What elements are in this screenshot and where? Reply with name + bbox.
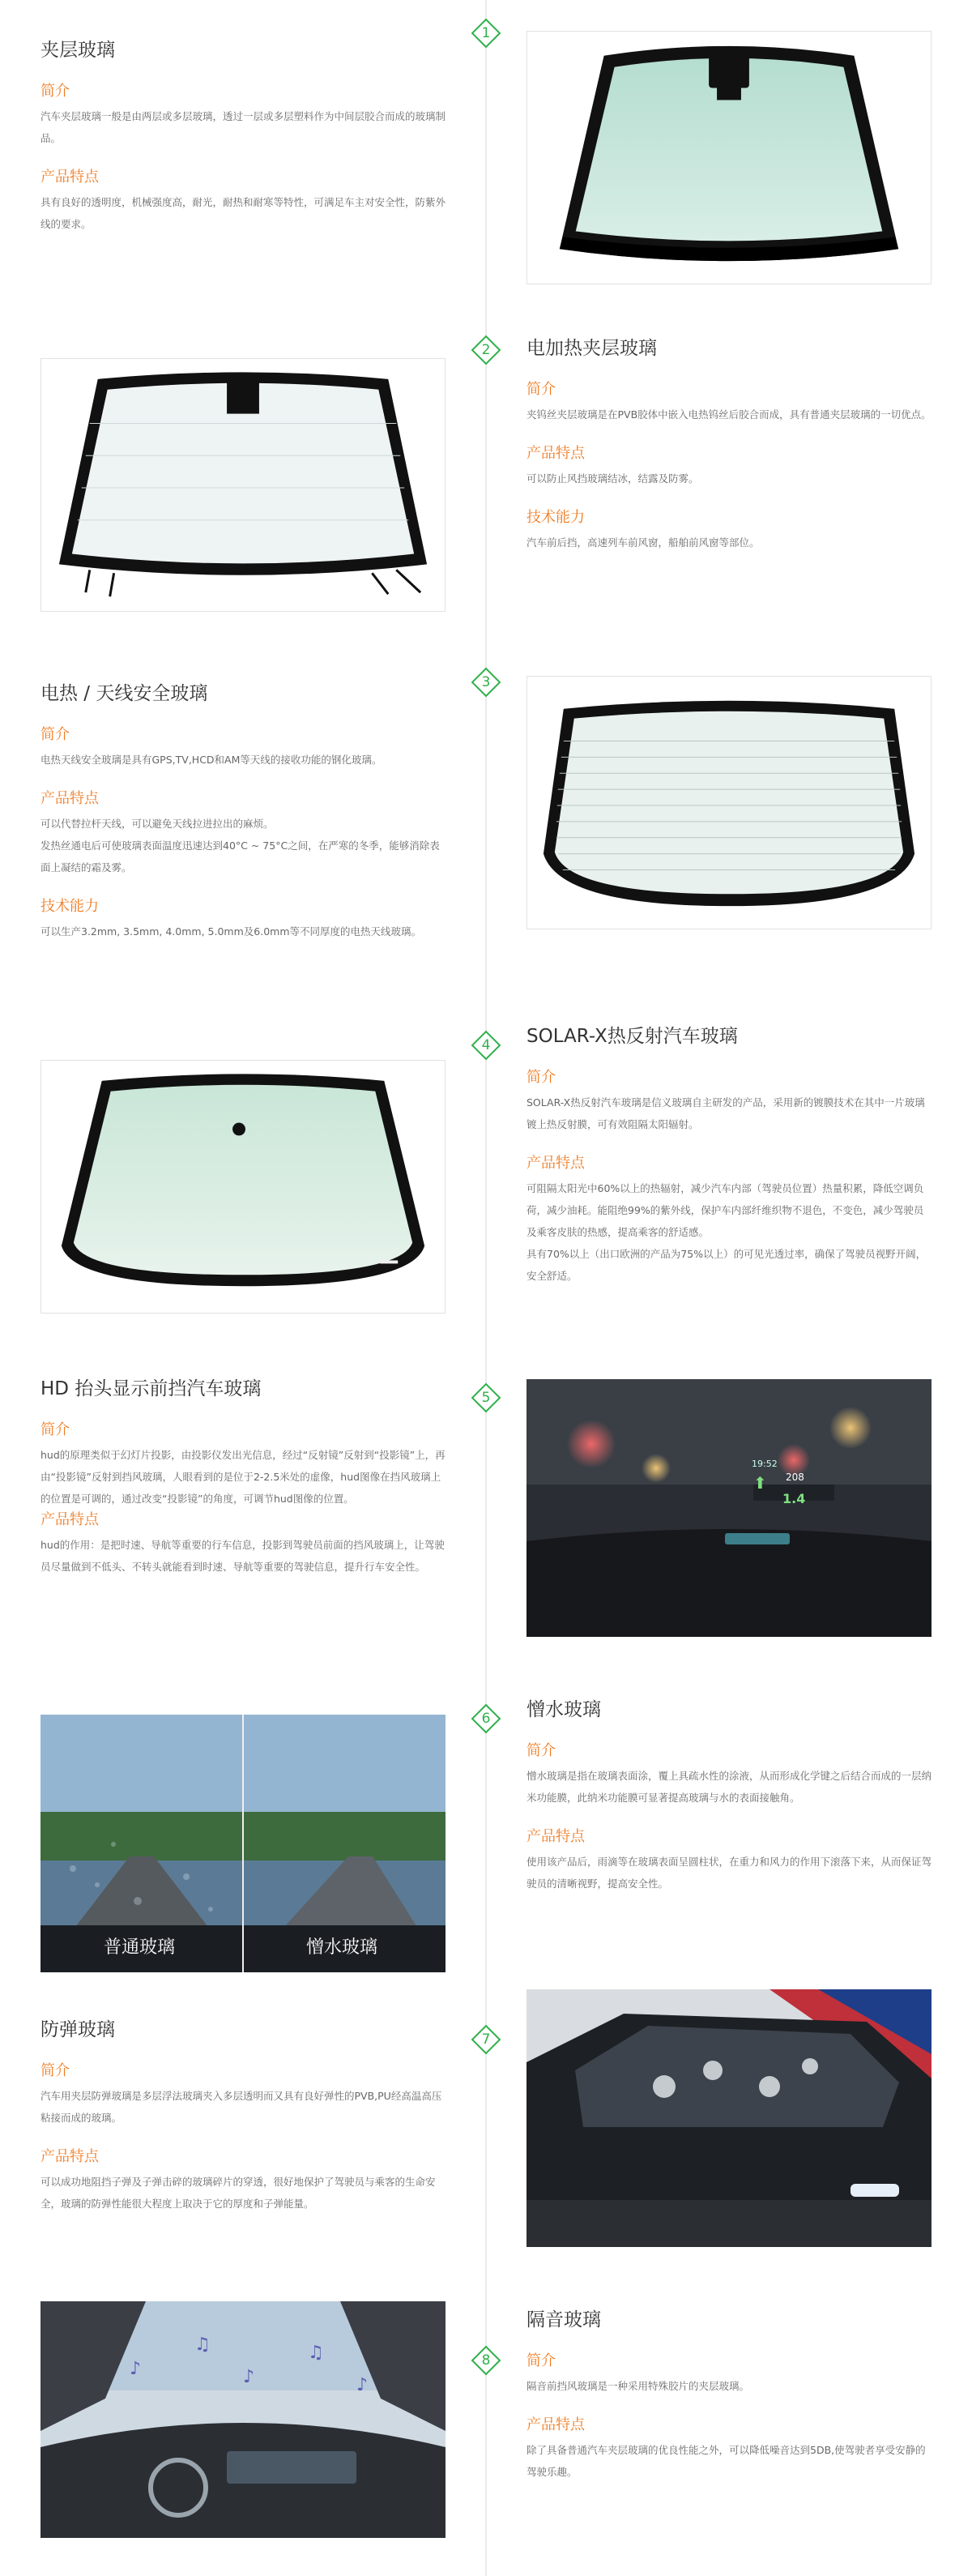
- step-badge-1: 1: [470, 17, 502, 49]
- section-label: 简介: [40, 83, 70, 100]
- item-4-text: [526, 1023, 932, 1305]
- section-text: hud的原理类似于幻灯片投影，由投影仪发出光信息，经过“反射镜”反射到“投影镜”上，再由“投影镜”反射到挡风玻璃，人眼看到的是位于2-2.5米处的虚像，hud图像在挡风玻璃上的位置是可调的，通过改变“投影镜”的角度，可调节hud图像的位置。: [40, 1449, 446, 1505]
- item-8-text: [526, 2307, 932, 2501]
- section-text: 具有良好的透明度，机械强度高，耐光，耐热和耐寒等特性，可满足车主对安全性，防紫外线的要求。: [40, 196, 446, 230]
- section-text: 发热丝通电后可使玻璃表面温度迅速达到40°C ~ 75°C之间，在严寒的冬季，能够消除表面上凝结的霜及雾。: [40, 839, 440, 874]
- section-label: 产品特点: [40, 790, 99, 807]
- step-badge-4: 4: [470, 1029, 502, 1062]
- step-badge-5: 5: [470, 1382, 502, 1414]
- section-text: 汽车前后挡，高速列车前风窗，船舶前风窗等部位。: [526, 536, 760, 549]
- section-text: 可阻隔太阳光中60%以上的热辐射，减少汽车内部（驾驶员位置）热量积累，降低空调负荷，减少油耗。能阻绝99%的紫外线，保护车内部纤维织物不退色，不变色，减少驾驶员及乘客皮肤的热感，提高乘客的舒适感。: [526, 1182, 924, 1238]
- hud-distance: 1.4: [782, 1491, 806, 1506]
- section-label: 简介: [526, 381, 556, 398]
- section-label: 产品特点: [526, 1828, 585, 1845]
- section-text: SOLAR-X热反射汽车玻璃是信义玻璃自主研发的产品，采用新的镀膜技术在其中一片玻璃镀上热反射膜，可有效阻隔太阳辐射。: [526, 1096, 925, 1130]
- svg-text:♪: ♪: [356, 2375, 369, 2395]
- hud-windshield-photo: [526, 1379, 932, 1637]
- section-text: 可以成功地阻挡子弹及子弹击碎的玻璃碎片的穿透，很好地保护了驾驶员与乘客的生命安全，玻璃的防弹性能很大程度上取决于它的厚度和子弹能量。: [40, 2176, 436, 2210]
- section-text: 可以生产3.2mm, 3.5mm, 4.0mm, 5.0mm及6.0mm等不同厚度的电热天线玻璃。: [40, 925, 422, 938]
- section-label: 简介: [40, 2062, 70, 2079]
- item-title: 防弹玻璃: [40, 2019, 115, 2040]
- item-title: SOLAR-X热反射汽车玻璃: [526, 1026, 738, 1047]
- hud-arrow-icon: ⬆: [753, 1473, 767, 1493]
- svg-text:♪: ♪: [243, 2367, 255, 2387]
- heated-laminated-glass-image: [40, 358, 446, 612]
- section-text: 电热天线安全玻璃是具有GPS,TV,HCD和AM等天线的接收功能的钢化玻璃。: [40, 754, 382, 766]
- item-6-text: [526, 1697, 932, 1912]
- step-badge-6: 6: [470, 1702, 502, 1735]
- section-label: 产品特点: [526, 1155, 585, 1172]
- step-badge-3: 3: [470, 666, 502, 698]
- section-text: 具有70%以上（出口欧洲的产品为75%以上）的可见光透过率，确保了驾驶员视野开阔，安全舒适。: [526, 1248, 927, 1282]
- item-title: 隔音玻璃: [526, 2309, 601, 2330]
- hud-time: 19:52: [752, 1459, 778, 1469]
- step-badge-8: 8: [470, 2344, 502, 2377]
- section-text: 汽车用夹层防弹玻璃是多层浮法玻璃夹入多层透明而又具有良好弹性的PVB,PU经高温高压粘接而成的玻璃。: [40, 2090, 442, 2124]
- item-title: 夹层玻璃: [40, 40, 115, 61]
- svg-text:♫: ♫: [308, 2343, 324, 2363]
- section-text: 汽车夹层玻璃一般是由两层或多层玻璃，透过一层或多层塑料作为中间层胶合而成的玻璃制品。: [40, 110, 446, 144]
- section-label: 产品特点: [526, 445, 585, 462]
- section-text: 可以代替拉杆天线，可以避免天线拉进拉出的麻烦。: [40, 818, 274, 830]
- section-label: 产品特点: [40, 1511, 99, 1528]
- section-text: 除了具备普通汽车夹层玻璃的优良性能之外，可以降低噪音达到5DB,使驾驶者享受安静的驾驶乐趣。: [526, 2444, 926, 2478]
- item-3-text: [40, 681, 446, 960]
- solar-x-glass-image: [40, 1060, 446, 1314]
- item-5-text: [40, 1376, 446, 1596]
- section-text: 可以防止风挡玻璃结冰，结露及防雾。: [526, 472, 699, 485]
- section-label: 简介: [40, 1421, 70, 1438]
- heated-antenna-glass-image: [526, 676, 932, 929]
- section-text: 隔音前挡风玻璃是一种采用特殊胶片的夹层玻璃。: [526, 2380, 750, 2392]
- section-label: 简介: [40, 726, 70, 743]
- hud-speed: 208: [786, 1472, 804, 1483]
- section-label: 技术能力: [526, 509, 585, 526]
- item-2-text: [526, 335, 932, 571]
- photo-caption-hydrophobic: 憎水玻璃: [306, 1937, 378, 1958]
- section-text: 夹钨丝夹层玻璃是在PVB胶体中嵌入电热钨丝后胶合而成，具有普通夹层玻璃的一切优点。: [526, 408, 932, 421]
- item-title: 憎水玻璃: [526, 1699, 601, 1720]
- step-badge-2: 2: [470, 334, 502, 366]
- section-text: 憎水玻璃是指在玻璃表面涂，覆上具疏水性的涂液，从而形成化学键之后结合而成的一层纳米功能膜，此纳米功能膜可显著提高玻璃与水的表面接触角。: [526, 1770, 932, 1804]
- item-title: 电热 / 天线安全玻璃: [40, 683, 208, 704]
- section-label: 技术能力: [40, 898, 99, 915]
- acoustic-glass-photo: [40, 2301, 446, 2538]
- section-text: 使用该产品后，雨滴等在玻璃表面呈圆柱状，在重力和风力的作用下滚落下来，从而保证驾驶员的清晰视野，提高安全性。: [526, 1856, 932, 1890]
- svg-text:♫: ♫: [194, 2335, 211, 2355]
- section-label: 简介: [526, 1742, 556, 1759]
- timeline-line: [485, 0, 487, 2576]
- laminated-glass-image: [526, 31, 932, 284]
- section-label: 产品特点: [526, 2416, 585, 2433]
- svg-text:♪: ♪: [130, 2359, 142, 2379]
- step-badge-7: 7: [470, 2023, 502, 2056]
- section-label: 简介: [526, 1069, 556, 1086]
- item-title: 电加热夹层玻璃: [526, 338, 657, 359]
- item-title: HD 抬头显示前挡汽车玻璃: [40, 1378, 262, 1399]
- section-label: 产品特点: [40, 2148, 99, 2165]
- section-label: 简介: [526, 2352, 556, 2369]
- section-label: 产品特点: [40, 169, 99, 186]
- hydrophobic-glass-photo: [40, 1715, 446, 1972]
- bulletproof-glass-photo: [526, 1989, 932, 2247]
- section-text: hud的作用：是把时速、导航等重要的行车信息，投影到驾驶员前面的挡风玻璃上，让驾驶员尽量做到不低头、不转头就能看到时速、导航等重要的驾驶信息，提升行车安全性。: [40, 1539, 445, 1573]
- item-7-text: [40, 2017, 446, 2232]
- photo-caption-normal: 普通玻璃: [104, 1937, 176, 1958]
- item-1-text: [40, 37, 446, 253]
